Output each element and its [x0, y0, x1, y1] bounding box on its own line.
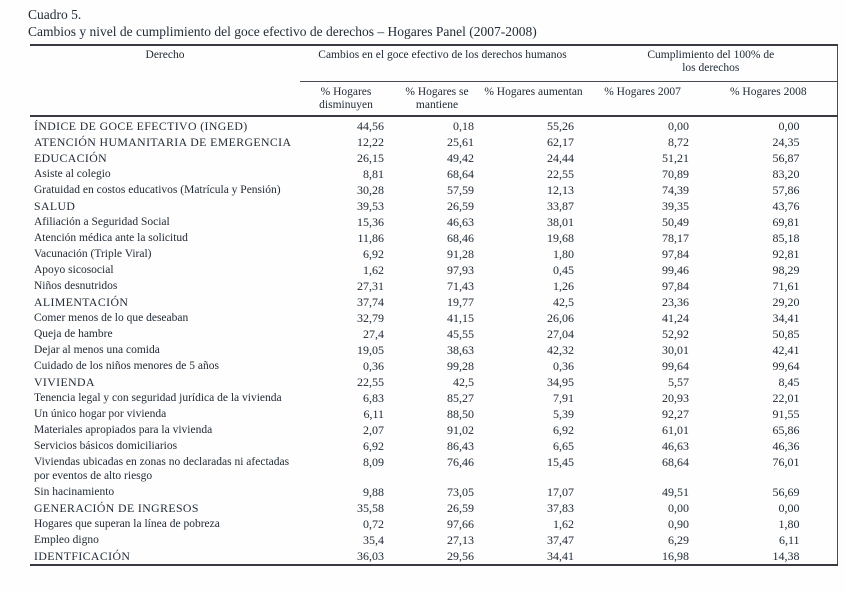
rights-table — [30, 44, 838, 566]
derecho-label: Afiliación a Seguridad Social — [34, 216, 170, 228]
value-cell: 30,28 — [357, 183, 384, 197]
value-cell: 38,63 — [447, 343, 474, 357]
value-cell: 55,26 — [547, 119, 575, 133]
value-cell: 71,43 — [447, 279, 474, 293]
value-cell: 83,20 — [772, 167, 800, 181]
value-cell: 68,64 — [447, 167, 474, 181]
table-row — [30, 310, 837, 326]
table-row-category — [30, 500, 837, 516]
value-cell: 68,64 — [662, 455, 690, 469]
value-cell: 97,66 — [447, 517, 474, 531]
derecho-label: Comer menos de lo que deseaban — [34, 312, 189, 324]
value-cell: 34,41 — [547, 549, 575, 563]
value-cell: 8,45 — [778, 375, 800, 389]
derecho-label: Gratuidad en costos educativos (Matrícula y Pensión) — [34, 184, 281, 196]
value-cell: 76,01 — [772, 455, 800, 469]
value-cell: 17,07 — [547, 485, 575, 499]
value-cell: 36,03 — [357, 549, 384, 563]
table-row — [30, 166, 837, 182]
column-group-cambios-label: Cambios en el goce efectivo de los derechos humanos — [318, 49, 567, 61]
derecho-label: Tenencia legal y con seguridad jurídica de la vivienda — [34, 392, 282, 404]
value-cell: 70,89 — [662, 167, 690, 181]
value-cell: 74,39 — [662, 183, 690, 197]
table-row — [30, 358, 837, 374]
value-cell: 46,63 — [662, 439, 690, 453]
derecho-label: Sin hacinamiento — [34, 486, 115, 498]
table-row — [30, 484, 837, 500]
value-cell: 6,29 — [668, 533, 690, 547]
value-cell: 12,22 — [357, 135, 384, 149]
derecho-label: Viviendas ubicadas en zonas no declaradas ni afectadas por eventos de alto riesgo — [34, 456, 290, 482]
derecho-label: Un único hogar por vivienda — [34, 408, 167, 420]
value-cell: 99,28 — [447, 359, 474, 373]
subheader-hogares-mantiene: % Hogares se mantiene — [392, 82, 482, 117]
subheader-empty — [30, 82, 300, 117]
derecho-label: Cuidado de los niños menores de 5 años — [34, 360, 219, 372]
table-row-category — [30, 150, 837, 166]
subheader-hogares-2007: % Hogares 2007 — [585, 82, 700, 117]
value-cell: 24,35 — [772, 135, 800, 149]
table-body — [30, 116, 837, 565]
value-cell: 22,55 — [547, 167, 575, 181]
subheader-row — [30, 82, 837, 117]
value-cell: 1,62 — [363, 263, 384, 277]
value-cell: 97,84 — [662, 247, 690, 261]
value-cell: 42,32 — [547, 343, 575, 357]
value-cell: 42,5 — [553, 295, 575, 309]
value-cell: 34,95 — [547, 375, 575, 389]
derecho-label: Queja de hambre — [34, 328, 113, 340]
value-cell: 27,04 — [547, 327, 575, 341]
derecho-label: EDUCACIÓN — [34, 151, 108, 165]
value-cell: 0,18 — [453, 119, 474, 133]
value-cell: 35,58 — [357, 501, 384, 515]
value-cell: 0,45 — [553, 263, 575, 277]
value-cell: 22,01 — [772, 391, 800, 405]
value-cell: 37,83 — [547, 501, 575, 515]
value-cell: 92,81 — [772, 247, 800, 261]
derecho-label: Hogares que superan la línea de pobreza — [34, 518, 220, 530]
table-row-category — [30, 294, 837, 310]
derecho-label: Asiste al colegio — [34, 168, 111, 180]
value-cell: 41,15 — [447, 311, 474, 325]
value-cell: 15,45 — [547, 455, 575, 469]
value-cell: 6,11 — [778, 533, 800, 547]
derecho-label: Materiales apropiados para la vivienda — [34, 424, 213, 436]
table-row — [30, 406, 837, 422]
value-cell: 91,28 — [447, 247, 474, 261]
value-cell: 6,92 — [363, 439, 384, 453]
subheader-hogares-disminuyen: % Hogares disminuyen — [300, 82, 392, 117]
value-cell: 76,46 — [447, 455, 474, 469]
table-row — [30, 182, 837, 198]
value-cell: 56,87 — [772, 151, 800, 165]
value-cell: 42,5 — [453, 375, 474, 389]
value-cell: 16,98 — [662, 549, 690, 563]
value-cell: 27,13 — [447, 533, 474, 547]
derecho-label: Servicios básicos domiciliarios — [34, 440, 178, 452]
value-cell: 23,36 — [662, 295, 690, 309]
value-cell: 6,92 — [553, 423, 575, 437]
value-cell: 62,17 — [547, 135, 575, 149]
value-cell: 0,36 — [363, 359, 384, 373]
value-cell: 97,93 — [447, 263, 474, 277]
value-cell: 41,24 — [662, 311, 690, 325]
value-cell: 25,61 — [447, 135, 474, 149]
table-row — [30, 214, 837, 230]
subheader-hogares-aumentan: % Hogares aumentan — [482, 82, 585, 117]
value-cell: 42,41 — [772, 343, 800, 357]
value-cell: 43,76 — [772, 199, 800, 213]
value-cell: 14,38 — [772, 549, 800, 563]
value-cell: 97,84 — [662, 279, 690, 293]
value-cell: 91,55 — [772, 407, 800, 421]
value-cell: 5,39 — [553, 407, 575, 421]
table-row — [30, 454, 837, 484]
value-cell: 32,79 — [357, 311, 384, 325]
value-cell: 65,86 — [772, 423, 800, 437]
value-cell: 22,55 — [357, 375, 384, 389]
derecho-label: Empleo digno — [34, 534, 99, 546]
title-block — [0, 0, 846, 41]
value-cell: 57,86 — [772, 183, 800, 197]
value-cell: 56,69 — [772, 485, 800, 499]
value-cell: 46,63 — [447, 215, 474, 229]
value-cell: 29,20 — [772, 295, 800, 309]
value-cell: 12,13 — [547, 183, 575, 197]
value-cell: 8,72 — [668, 135, 690, 149]
value-cell: 19,68 — [547, 231, 575, 245]
table-row — [30, 230, 837, 246]
value-cell: 39,53 — [357, 199, 384, 213]
derecho-label: Niños desnutridos — [34, 280, 118, 292]
value-cell: 26,15 — [357, 151, 384, 165]
derecho-label: Dejar al menos una comida — [34, 344, 160, 356]
table-row — [30, 342, 837, 358]
value-cell: 85,27 — [447, 391, 474, 405]
table-row — [30, 326, 837, 342]
value-cell: 98,29 — [772, 263, 800, 277]
value-cell: 52,92 — [662, 327, 690, 341]
value-cell: 6,11 — [363, 407, 384, 421]
value-cell: 29,56 — [447, 549, 474, 563]
value-cell: 8,81 — [363, 167, 384, 181]
derecho-label: Vacunación (Triple Viral) — [34, 248, 152, 260]
value-cell: 34,41 — [772, 311, 800, 325]
value-cell: 1,26 — [553, 279, 575, 293]
value-cell: 0,90 — [668, 517, 690, 531]
value-cell: 99,46 — [662, 263, 690, 277]
value-cell: 5,57 — [668, 375, 690, 389]
value-cell: 49,51 — [662, 485, 690, 499]
derecho-label: GENERACIÓN DE INGRESOS — [34, 501, 199, 515]
value-cell: 33,87 — [547, 199, 575, 213]
value-cell: 92,27 — [662, 407, 690, 421]
value-cell: 26,06 — [547, 311, 575, 325]
value-cell: 6,83 — [363, 391, 384, 405]
value-cell: 39,35 — [662, 199, 690, 213]
derecho-label: Apoyo sicosocial — [34, 264, 114, 276]
derecho-label: ALIMENTACIÓN — [34, 295, 129, 309]
value-cell: 85,18 — [772, 231, 800, 245]
table-row-category — [30, 374, 837, 390]
derecho-label: SALUD — [34, 199, 76, 213]
value-cell: 1,62 — [553, 517, 575, 531]
value-cell: 49,42 — [447, 151, 474, 165]
table-row-category — [30, 548, 837, 565]
value-cell: 73,05 — [447, 485, 474, 499]
value-cell: 86,43 — [447, 439, 474, 453]
value-cell: 11,86 — [357, 231, 384, 245]
value-cell: 37,74 — [357, 295, 384, 309]
value-cell: 0,00 — [778, 501, 800, 515]
table-row — [30, 262, 837, 278]
value-cell: 50,49 — [662, 215, 690, 229]
table-row — [30, 516, 837, 532]
table-row-category — [30, 116, 837, 134]
value-cell: 27,31 — [357, 279, 384, 293]
column-group-cumplimiento — [585, 45, 837, 82]
derecho-label: ATENCIÓN HUMANITARIA DE EMERGENCIA — [34, 135, 292, 149]
value-cell: 88,50 — [447, 407, 474, 421]
column-group-cumplimiento-label: Cumplimiento del 100% de los derechos — [647, 49, 775, 74]
value-cell: 57,59 — [447, 183, 474, 197]
value-cell: 1,80 — [778, 517, 800, 531]
value-cell: 71,61 — [772, 279, 800, 293]
value-cell: 45,55 — [447, 327, 474, 341]
value-cell: 6,92 — [363, 247, 384, 261]
page-title: Cuadro 5. — [28, 7, 82, 22]
table-row — [30, 438, 837, 454]
value-cell: 44,56 — [357, 119, 384, 133]
table-row — [30, 246, 837, 262]
value-cell: 68,46 — [447, 231, 474, 245]
table-row — [30, 532, 837, 548]
value-cell: 61,01 — [662, 423, 690, 437]
value-cell: 24,44 — [547, 151, 575, 165]
value-cell: 0,00 — [668, 501, 690, 515]
value-cell: 6,65 — [553, 439, 575, 453]
value-cell: 26,59 — [447, 501, 474, 515]
page-subtitle: Cambios y nivel de cumplimiento del goce efectivo de derechos – Hogares Panel (2007-2008) — [28, 24, 537, 39]
value-cell: 78,17 — [662, 231, 690, 245]
value-cell: 0,00 — [668, 119, 690, 133]
value-cell: 8,09 — [363, 455, 384, 469]
table-row-category — [30, 134, 837, 150]
value-cell: 0,00 — [778, 119, 800, 133]
derecho-label: IDENTFICACIÓN — [34, 549, 131, 563]
derecho-label: ÍNDICE DE GOCE EFECTIVO (INGED) — [34, 119, 248, 133]
value-cell: 7,91 — [553, 391, 575, 405]
table-row — [30, 278, 837, 294]
value-cell: 9,88 — [363, 485, 384, 499]
value-cell: 20,93 — [662, 391, 690, 405]
value-cell: 35,4 — [363, 533, 384, 547]
value-cell: 0,72 — [363, 517, 384, 531]
value-cell: 38,01 — [547, 215, 575, 229]
value-cell: 19,77 — [447, 295, 474, 309]
value-cell: 99,64 — [662, 359, 690, 373]
value-cell: 0,36 — [553, 359, 575, 373]
value-cell: 69,81 — [772, 215, 800, 229]
value-cell: 37,47 — [547, 533, 575, 547]
value-cell: 15,36 — [357, 215, 384, 229]
value-cell: 51,21 — [662, 151, 690, 165]
value-cell: 99,64 — [772, 359, 800, 373]
derecho-label: Atención médica ante la solicitud — [34, 232, 188, 244]
value-cell: 27,4 — [363, 327, 384, 341]
subheader-hogares-2008: % Hogares 2008 — [700, 82, 837, 117]
derecho-label: VIVIENDA — [34, 375, 95, 389]
value-cell: 26,59 — [447, 199, 474, 213]
value-cell: 46,36 — [772, 439, 800, 453]
value-cell: 19,05 — [357, 343, 384, 357]
value-cell: 2,07 — [363, 423, 384, 437]
value-cell: 1,80 — [553, 247, 575, 261]
table-row-category — [30, 198, 837, 214]
group-header-row — [30, 45, 837, 82]
table-row — [30, 390, 837, 406]
value-cell: 50,85 — [772, 327, 800, 341]
value-cell: 30,01 — [662, 343, 690, 357]
table-row — [30, 422, 837, 438]
column-group-cambios — [300, 45, 585, 82]
column-header-derecho: Derecho — [145, 49, 185, 61]
value-cell: 91,02 — [447, 423, 474, 437]
